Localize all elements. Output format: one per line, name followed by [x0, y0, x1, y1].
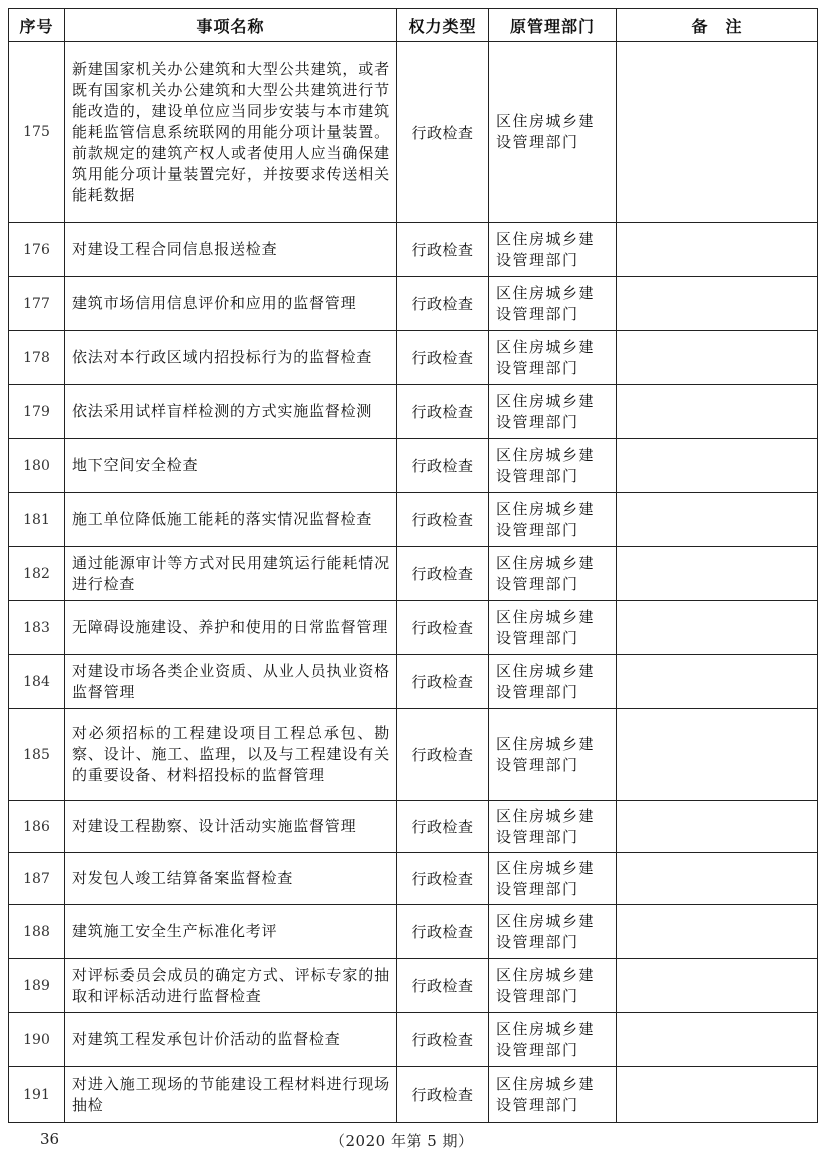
- row-item-name: 对建筑工程发承包计价活动的监督检查: [65, 1013, 397, 1067]
- row-department: 区住房城乡建设管理部门: [489, 709, 617, 801]
- row-power-type: 行政检查: [397, 493, 489, 547]
- row-power-type: 行政检查: [397, 547, 489, 601]
- header-remark: 备 注: [617, 9, 818, 42]
- table-row: [9, 439, 818, 493]
- row-remark: [617, 853, 818, 905]
- row-department: 区住房城乡建设管理部门: [489, 385, 617, 439]
- table-row: [9, 1013, 818, 1067]
- table-row: [9, 905, 818, 959]
- row-remark: [617, 223, 818, 277]
- row-remark: [617, 493, 818, 547]
- row-item-name: 对建设工程勘察、设计活动实施监督管理: [65, 801, 397, 853]
- row-remark: [617, 959, 818, 1013]
- row-item-name: 对评标委员会成员的确定方式、评标专家的抽取和评标活动进行监督检查: [65, 959, 397, 1013]
- row-department: 区住房城乡建设管理部门: [489, 1013, 617, 1067]
- row-item-name: 依法对本行政区域内招投标行为的监督检查: [65, 331, 397, 385]
- row-power-type: 行政检查: [397, 439, 489, 493]
- header-seq: 序号: [9, 9, 65, 42]
- table-row: [9, 709, 818, 801]
- row-seq: 182: [9, 547, 65, 601]
- row-seq: 178: [9, 331, 65, 385]
- row-department: 区住房城乡建设管理部门: [489, 42, 617, 223]
- row-power-type: 行政检查: [397, 1067, 489, 1123]
- row-item-name: 对进入施工现场的节能建设工程材料进行现场抽检: [65, 1067, 397, 1123]
- table-row: [9, 1067, 818, 1123]
- row-power-type: 行政检查: [397, 42, 489, 223]
- row-remark: [617, 601, 818, 655]
- row-seq: 175: [9, 42, 65, 223]
- row-power-type: 行政检查: [397, 1013, 489, 1067]
- header-name: 事项名称: [65, 9, 397, 42]
- row-department: 区住房城乡建设管理部门: [489, 601, 617, 655]
- row-power-type: 行政检查: [397, 801, 489, 853]
- table-row: [9, 801, 818, 853]
- table-row: [9, 385, 818, 439]
- row-power-type: 行政检查: [397, 277, 489, 331]
- row-item-name: 地下空间安全检查: [65, 439, 397, 493]
- row-item-name: 依法采用试样盲样检测的方式实施监督检测: [65, 385, 397, 439]
- row-department: 区住房城乡建设管理部门: [489, 853, 617, 905]
- table-row: [9, 547, 818, 601]
- row-item-name: 新建国家机关办公建筑和大型公共建筑，或者既有国家机关办公建筑和大型公共建筑进行节能改造的，建设单位应当同步安装与本市建筑能耗监管信息系统联网的用能分项计量装置。前款规定的建筑产权人或者使用人应当确保建筑用能分项计量装置完好，并按要求传送相关能耗数据: [65, 42, 397, 223]
- row-power-type: 行政检查: [397, 959, 489, 1013]
- row-department: 区住房城乡建设管理部门: [489, 223, 617, 277]
- row-seq: 186: [9, 801, 65, 853]
- row-seq: 184: [9, 655, 65, 709]
- row-item-name: 建筑市场信用信息评价和应用的监督管理: [65, 277, 397, 331]
- row-seq: 189: [9, 959, 65, 1013]
- row-power-type: 行政检查: [397, 655, 489, 709]
- row-remark: [617, 1013, 818, 1067]
- table-header-row: [9, 9, 818, 42]
- table-row: [9, 959, 818, 1013]
- row-power-type: 行政检查: [397, 223, 489, 277]
- row-department: 区住房城乡建设管理部门: [489, 547, 617, 601]
- row-power-type: 行政检查: [397, 709, 489, 801]
- row-item-name: 对建设工程合同信息报送检查: [65, 223, 397, 277]
- table-row: [9, 493, 818, 547]
- row-seq: 187: [9, 853, 65, 905]
- row-seq: 180: [9, 439, 65, 493]
- row-department: 区住房城乡建设管理部门: [489, 959, 617, 1013]
- row-department: 区住房城乡建设管理部门: [489, 905, 617, 959]
- row-seq: 183: [9, 601, 65, 655]
- table-row: [9, 655, 818, 709]
- row-department: 区住房城乡建设管理部门: [489, 493, 617, 547]
- row-remark: [617, 655, 818, 709]
- row-seq: 190: [9, 1013, 65, 1067]
- row-seq: 181: [9, 493, 65, 547]
- row-remark: [617, 905, 818, 959]
- row-department: 区住房城乡建设管理部门: [489, 439, 617, 493]
- row-power-type: 行政检查: [397, 853, 489, 905]
- items-table: [8, 8, 818, 1123]
- row-department: 区住房城乡建设管理部门: [489, 1067, 617, 1123]
- row-remark: [617, 331, 818, 385]
- row-item-name: 建筑施工安全生产标准化考评: [65, 905, 397, 959]
- row-power-type: 行政检查: [397, 601, 489, 655]
- row-seq: 176: [9, 223, 65, 277]
- row-seq: 179: [9, 385, 65, 439]
- issue-label: （2020 年第 5 期）: [330, 1132, 474, 1150]
- table-row: [9, 601, 818, 655]
- row-remark: [617, 385, 818, 439]
- header-type: 权力类型: [397, 9, 489, 42]
- row-item-name: 对建设市场各类企业资质、从业人员执业资格监督管理: [65, 655, 397, 709]
- row-remark: [617, 42, 818, 223]
- row-remark: [617, 1067, 818, 1123]
- header-dept: 原管理部门: [489, 9, 617, 42]
- row-seq: 185: [9, 709, 65, 801]
- row-item-name: 对必须招标的工程建设项目工程总承包、勘察、设计、施工、监理，以及与工程建设有关的重要设备、材料招投标的监督管理: [65, 709, 397, 801]
- row-department: 区住房城乡建设管理部门: [489, 655, 617, 709]
- row-power-type: 行政检查: [397, 385, 489, 439]
- row-seq: 177: [9, 277, 65, 331]
- row-item-name: 施工单位降低施工能耗的落实情况监督检查: [65, 493, 397, 547]
- row-department: 区住房城乡建设管理部门: [489, 801, 617, 853]
- row-remark: [617, 439, 818, 493]
- table-row: [9, 331, 818, 385]
- row-remark: [617, 801, 818, 853]
- row-item-name: 通过能源审计等方式对民用建筑运行能耗情况进行检查: [65, 547, 397, 601]
- table-row: [9, 42, 818, 223]
- row-remark: [617, 709, 818, 801]
- row-remark: [617, 277, 818, 331]
- row-item-name: 对发包人竣工结算备案监督检查: [65, 853, 397, 905]
- row-remark: [617, 547, 818, 601]
- table-body: [9, 42, 818, 1123]
- page-number: 36: [40, 1130, 60, 1148]
- table-row: [9, 853, 818, 905]
- row-seq: 188: [9, 905, 65, 959]
- row-seq: 191: [9, 1067, 65, 1123]
- row-power-type: 行政检查: [397, 331, 489, 385]
- table-row: [9, 277, 818, 331]
- row-power-type: 行政检查: [397, 905, 489, 959]
- row-department: 区住房城乡建设管理部门: [489, 331, 617, 385]
- row-item-name: 无障碍设施建设、养护和使用的日常监督管理: [65, 601, 397, 655]
- row-department: 区住房城乡建设管理部门: [489, 277, 617, 331]
- table-row: [9, 223, 818, 277]
